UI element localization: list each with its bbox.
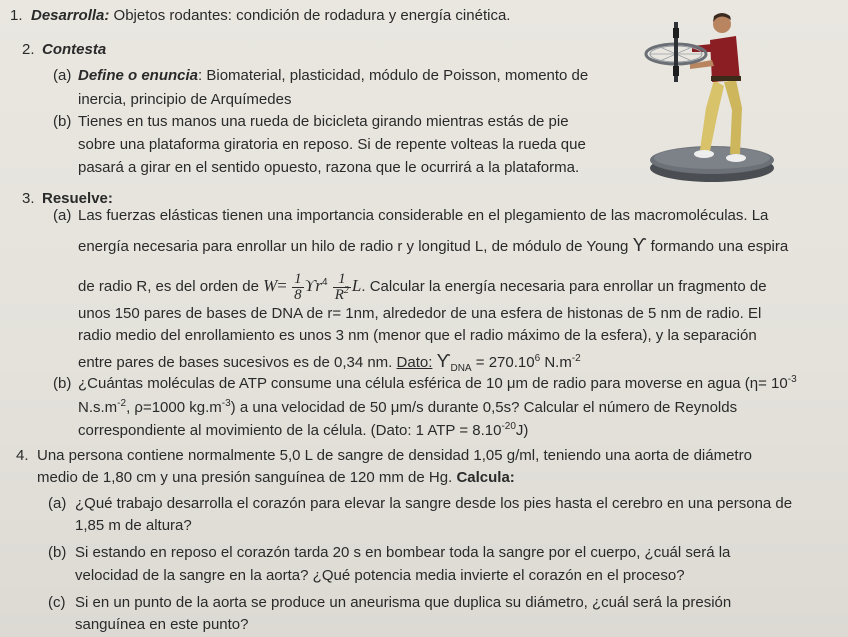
q3a-label: (a) <box>53 207 72 224</box>
q3b-line3-text: correspondiente al movimiento de la célula. (Dato: 1 ATP = 8.10 <box>78 422 502 439</box>
dato-label: Dato: <box>396 354 433 371</box>
formula-num1: 1 <box>294 270 302 287</box>
young-modulus-symbol: ϒ <box>632 235 647 255</box>
q3b-line1-exp: -3 <box>787 374 797 385</box>
q3b-label: (b) <box>53 375 72 392</box>
q4b-line2: velocidad de la sangre en la aorta? ¿Qué potencia media invierte el corazón en el proceso? <box>75 567 685 584</box>
q3b-line1-text: ¿Cuántas moléculas de ATP consume una célula esférica de 10 μm de radio para moverse en agua (η= 10 <box>78 375 788 392</box>
q2a-heading: Define o enuncia <box>78 67 199 84</box>
q3b-line2 <box>78 398 737 418</box>
dato-subscript-dna: DNA <box>450 363 472 374</box>
q4c-label: (c) <box>48 594 66 611</box>
q2b-label: (b) <box>53 113 72 130</box>
q4a-line2: 1,85 m de altura? <box>75 517 192 534</box>
formula-L: L <box>351 276 362 295</box>
formula-num2: 1 <box>333 272 351 288</box>
formula-exp2: 2 <box>343 284 349 296</box>
q4a-line1: ¿Qué trabajo desarrolla el corazón para elevar la sangre desde los pies hasta el cerebro en una persona de <box>75 495 793 512</box>
q3a-line6 <box>78 351 581 373</box>
q3b-unit-b-exp: -3 <box>221 398 231 409</box>
q3-heading: Resuelve: <box>42 190 113 207</box>
q4a-label: (a) <box>48 495 67 512</box>
dato-unit: N.m <box>544 354 572 371</box>
q4-line2-text: medio de 1,80 cm y una presión sanguínea de 120 mm de Hg. <box>37 469 453 486</box>
formula-exp4: 4 <box>322 277 328 288</box>
q1-body: Objetos rodantes: condición de rodadura y energía cinética. <box>113 7 511 24</box>
q1-heading: Desarrolla: <box>31 7 110 24</box>
q3b-line3 <box>78 421 528 441</box>
q3b-line2-end: ) a una velocidad de 50 μm/s durante 0,5s? Calcular el número de Reynolds <box>230 399 738 416</box>
q2a-line2: inercia, principio de Arquímedes <box>78 91 292 108</box>
q3b-unit-a-exp: -2 <box>117 398 127 409</box>
person-on-turntable-holding-bicycle-wheel-icon <box>640 8 788 186</box>
q3b-line1 <box>78 374 797 394</box>
q3a-formula-line <box>78 266 767 307</box>
formula-den1: 8 <box>294 286 302 303</box>
q2b-line3: pasará a girar en el sentido opuesto, razona que le ocurrirá a la plataforma. <box>78 159 580 176</box>
q4b-label: (b) <box>48 544 67 561</box>
q2a-line1-text: : Biomaterial, plasticidad, módulo de Poisson, momento de <box>198 67 589 84</box>
q2-number: 2. <box>22 41 35 58</box>
formula-R: R <box>334 286 344 303</box>
q2a-label: (a) <box>53 67 72 84</box>
q2a-line1 <box>78 66 588 86</box>
q4-calcula: Calcula: <box>456 469 515 486</box>
formula-fraction-1-R2 <box>333 272 351 303</box>
q3a-line4: unos 150 pares de bases de DNA de r= 1nm, alrededor de una esfera de histonas de 5 nm de radio. El <box>78 305 762 322</box>
q1-text <box>31 6 510 26</box>
dato-young-symbol: ϒ <box>436 351 451 371</box>
q3b-unit-b: , ρ=1000 kg.m <box>126 399 222 416</box>
formula-equals: = <box>277 276 287 295</box>
formula-den2 <box>333 284 351 303</box>
q3a-line6-start: entre pares de bases sucesivos es de 0,34 nm. <box>78 354 393 371</box>
q3a-line3-start: de radio R, es del orden de <box>78 278 259 295</box>
q2b-line2: sobre una plataforma giratoria en reposo. Si de repente volteas la rueda que <box>78 136 586 153</box>
q3b-line3-exp: -20 <box>501 421 516 432</box>
q3a-line2-end: formando una espira <box>650 238 789 255</box>
q3-number: 3. <box>22 190 35 207</box>
q3a-line3-end: . Calcular la energía necesaria para enrollar un fragmento de <box>361 278 767 295</box>
q4c-line2: sanguínea en este punto? <box>75 616 249 633</box>
q3a-line1: Las fuerzas elásticas tienen una importancia considerable en el plegamiento de las macromoléculas. La <box>78 207 769 224</box>
q3a-line5: radio medio del enrollamiento es unos 3 nm (menor que el radio máximo de la esfera), y la separación <box>78 327 757 344</box>
q4c-line1: Si en un punto de la aorta se produce un aneurisma que duplica su diámetro, ¿cuál será la presión <box>75 594 732 611</box>
formula-W: W <box>263 276 278 295</box>
q4-line1: Una persona contiene normalmente 5,0 L de sangre de densidad 1,05 g/ml, teniendo una aorta de diámetro <box>37 447 752 464</box>
q4b-line1: Si estando en reposo el corazón tarda 20 s en bombear toda la sangre por el cuerpo, ¿cuál será la <box>75 544 731 561</box>
formula-fraction-1-8 <box>292 272 304 303</box>
q3b-unit-a: N.s.m <box>78 399 118 416</box>
dato-exp: 6 <box>534 353 541 364</box>
dato-unit-exp: -2 <box>571 353 581 364</box>
q2b-line1: Tienes en tus manos una rueda de bicicleta girando mientras estás de pie <box>78 113 569 130</box>
q4-number: 4. <box>16 447 29 464</box>
q2-heading: Contesta <box>42 41 107 58</box>
q3a-line2 <box>78 235 788 257</box>
dato-value: = 270.10 <box>475 354 535 371</box>
q4-line2 <box>37 468 515 488</box>
q3b-line3-end: J) <box>515 422 529 439</box>
q1-number: 1. <box>10 7 23 24</box>
q3a-line2-text: energía necesaria para enrollar un hilo de radio r y longitud L, de módulo de Young <box>78 238 629 255</box>
formula-gamma-r: ϒr <box>304 276 322 295</box>
